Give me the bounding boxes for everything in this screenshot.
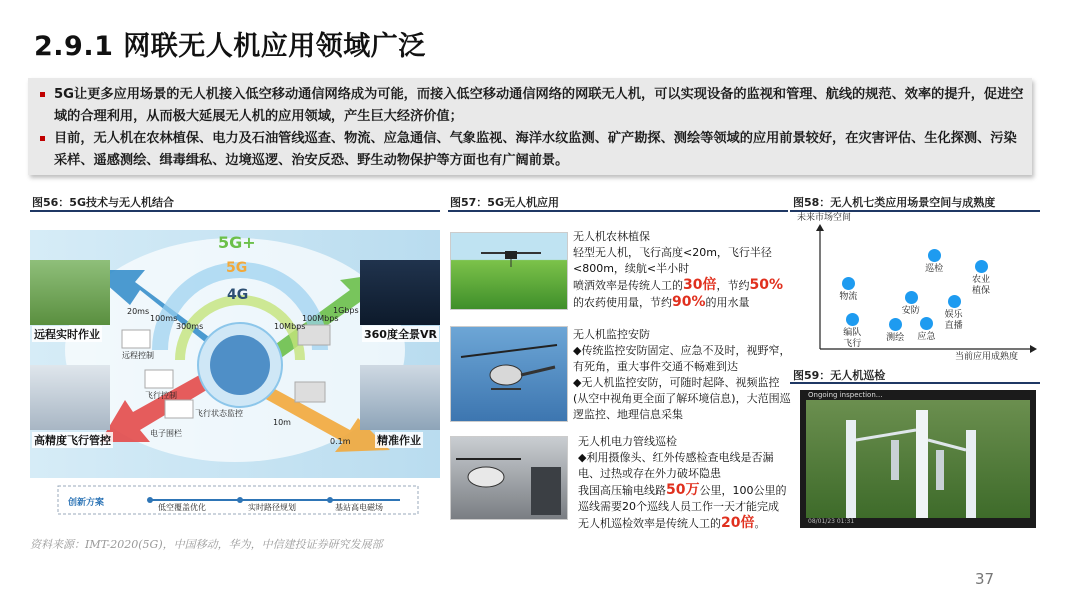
gen-5gplus-label: 5G+ <box>218 233 256 252</box>
fig57-photo-powerline <box>450 436 568 520</box>
fig58-rule <box>790 210 1040 212</box>
latency-300ms: 300ms <box>176 322 204 331</box>
tower-icon <box>806 400 1030 518</box>
label-geofence: 电子围栏 <box>150 429 182 438</box>
page-number: 37 <box>975 570 995 588</box>
latency-20ms: 20ms <box>127 307 150 316</box>
fig58-point-label: 编队 飞行 <box>843 327 862 349</box>
fig58-point-icon <box>842 277 855 290</box>
fig56-diagram <box>30 230 440 530</box>
fig59-overlay-text: Ongoing inspection... <box>808 391 883 399</box>
bandwidth-100mbps: 100Mbps <box>302 314 339 323</box>
helicopter-icon <box>451 327 567 421</box>
bottom-item-route: 实时路径规划 <box>248 503 296 512</box>
fig58-xlabel: 当前应用成熟度 <box>955 352 1019 362</box>
fig56-caption: 图56：5G技术与无人机结合 <box>32 196 174 209</box>
summary-box <box>28 78 1032 175</box>
block-text: 轻型无人机，飞行高度<20m，飞行半径<800m，续航<半小时 <box>573 246 772 275</box>
fig57-block-powerline <box>578 434 793 532</box>
source-note: 资料来源：IMT-2020(5G)，中国移动，华为，中信建投证券研究发展部 <box>30 538 383 551</box>
bottom-innovation-label: 创新方案 <box>68 498 105 508</box>
fig57-block-agriculture <box>573 229 788 311</box>
fig57-rule <box>448 210 788 212</box>
fig58-point-label: 安防 <box>901 305 920 316</box>
precision-01m: 0.1m <box>330 437 351 446</box>
gen-4g-label: 4G <box>227 287 249 303</box>
fig58-point-icon <box>975 260 988 273</box>
fig58-point-icon <box>948 295 961 308</box>
fig58-ylabel: 未来市场空间 <box>797 213 852 223</box>
block-heading: 无人机监控安防 <box>573 328 650 341</box>
fig57-photo-agriculture <box>450 232 568 310</box>
fig58-point-label: 巡检 <box>925 264 944 274</box>
label-vr: 360度全景VR <box>364 328 437 341</box>
fig57-photo-security <box>450 326 568 422</box>
fig58-point-label: 农业 植保 <box>971 275 990 296</box>
precision-10m: 10m <box>273 418 291 427</box>
latency-100ms: 100ms <box>150 314 178 323</box>
block-heading: 无人机电力管线巡检 <box>578 435 677 448</box>
block-stats: 喷洒效率是传统人工的30倍，节约50%的农药使用量，节约90%的用水量 <box>573 277 783 310</box>
label-flight-monitor: 飞行状态监控 <box>195 409 243 418</box>
block-stats: 我国高压输电线路50万公里，100公里的巡线需要20个巡线人员工作一天才能完成 <box>578 482 787 513</box>
bullet-marker-icon <box>40 92 45 97</box>
fig58-point-label: 应急 <box>917 332 936 343</box>
inspection-view <box>806 400 1030 518</box>
fig59-rule <box>790 382 1040 384</box>
label-remote-control: 远程控制 <box>122 351 154 360</box>
bandwidth-1gbps: 1Gbps <box>333 306 359 315</box>
drone-icon <box>451 437 567 519</box>
label-remote-operation: 远程实时作业 <box>34 328 100 341</box>
fig58-point-label: 物流 <box>839 291 858 302</box>
gen-5g-label: 5G <box>226 260 248 276</box>
label-flight-control: 高精度飞行管控 <box>34 434 111 447</box>
fig59-photo <box>800 390 1036 528</box>
fig58-point-label: 测绘 <box>886 333 905 344</box>
bandwidth-10mbps: 10Mbps <box>274 322 306 331</box>
fig59-timestamp: 08/01/23 01:31 <box>808 518 855 525</box>
bottom-item-basestation: 基站高电磁场 <box>335 503 383 512</box>
bullet-item: 5G让更多应用场景的无人机接入低空移动通信网络成为可能，而接入低空移动通信网络的网联无人机，可以实现设备的监视和管理、航线的规范、效率的提升，促进空域的合理利用，从而极大延展无人机的应用领域，产生巨大经济价值； <box>40 84 1025 128</box>
drone-icon <box>451 233 567 309</box>
bullet-item: 目前，无人机在农林植保、电力及石油管线巡查、物流、应急通信、气象监视、海洋水纹监测、矿产勘探、测绘等领域的应用前景较好，在灾害评估、生化探测、污染采样、遥感测绘、缉毒缉私、边境巡逻、治安反恐、野生动物保护等方面也有广阔前景。 <box>40 128 1025 172</box>
fig57-block-security <box>573 327 791 423</box>
block-text: ◆传统监控安防固定、应急不及时，视野窄，有死角，重大事件交通不畅难到达 <box>573 344 791 373</box>
fig58-scatter <box>795 213 1040 363</box>
block-stats: 无人机巡检效率是传统人工的20倍。 <box>578 515 766 531</box>
page-title: 2.9.1 网联无人机应用领域广泛 <box>34 31 426 62</box>
fig58-caption: 图58：无人机七类应用场景空间与成熟度 <box>793 196 996 209</box>
block-text: ◆利用摄像头、红外传感检查电线是否漏电、过热或存在外力破坏隐患 <box>578 451 774 480</box>
block-heading: 无人机农林植保 <box>573 230 650 243</box>
fig56-rule <box>30 210 440 212</box>
label-flight-ctrl: 飞行控制 <box>145 391 177 400</box>
fig59-caption: 图59：无人机巡检 <box>793 369 886 382</box>
bottom-item-coverage: 低空覆盖优化 <box>158 503 206 512</box>
fig58-point-icon <box>905 291 918 304</box>
bullet-marker-icon <box>40 136 45 141</box>
label-precision-ops: 精准作业 <box>377 434 421 447</box>
fig58-point-label: 娱乐 直播 <box>944 310 963 332</box>
block-text: ◆无人机监控安防，可随时起降、视频监控(从空中视角更全面了解环境信息)，大范围巡逻监控、地理信息采集 <box>573 376 791 421</box>
fig57-caption: 图57：5G无人机应用 <box>450 196 559 209</box>
